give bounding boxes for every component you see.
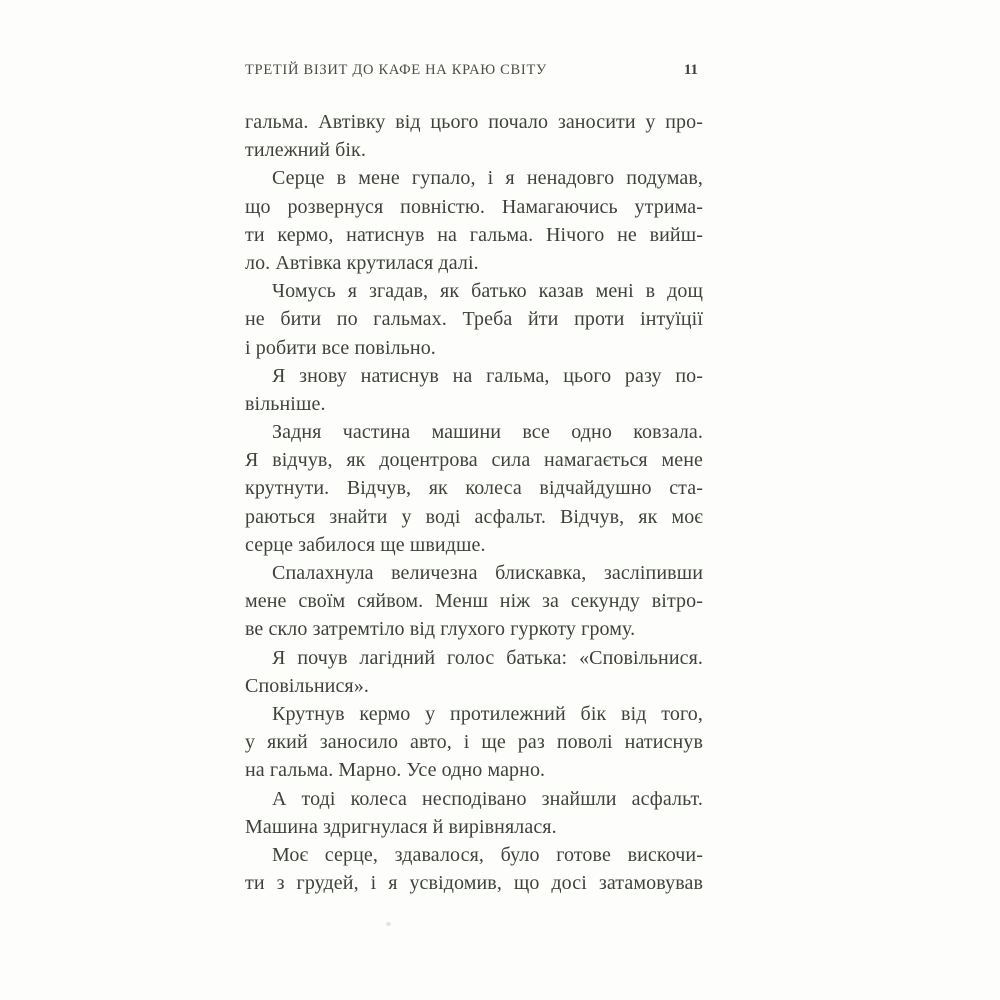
text-line: Сповільнися». [245,674,369,697]
scan-speck [386,922,391,926]
text-line: у який заносило авто, і ще раз поволі натиснув [245,731,703,754]
text-line: ло. Автівка крутилася далі. [245,251,479,274]
text-line: гальма. Автівку від цього почало заносити у про- [245,111,703,133]
text-line: Задня частина машини все одно ковзала. [272,421,703,444]
body-text [245,108,703,897]
text-line: Я відчув, як доцентрова сила намагається мене [245,449,703,472]
text-line: Я почув лагідний голос батька: «Сповільнися. [272,646,703,669]
text-line: Моє серце, здавалося, було готове вискочи- [272,843,703,866]
text-line: Серце в мене гупало, і я ненадовго подумав, [272,167,703,190]
text-line: Крутнув кермо у протилежний бік від того, [272,702,703,725]
text-line: ти з грудей, і я усвідомив, що досі затамовував [245,872,703,895]
text-line: тилежний бік. [245,139,366,162]
page-header [245,62,703,79]
text-line: Спалахнула величезна блискавка, засліпивши [272,562,703,584]
text-line: ти кермо, натиснув на гальма. Нічого не вийш- [245,223,703,246]
text-line: Машина здригнулася й вирівнялася. [245,815,557,838]
text-line: А тоді колеса несподівано знайшли асфальт. [272,787,703,810]
text-line: раються знайти у воді асфальт. Відчув, як моє [245,505,703,528]
text-line: вільніше. [245,392,326,415]
text-line: Я знову натиснув на гальма, цього разу по- [272,364,703,387]
text-line: мене своїм сяйвом. Менш ніж за секунду вітро- [245,590,703,613]
text-line: ве скло затремтіло від глухого гуркоту грому. [245,618,636,641]
text-line: і робити все повільно. [245,336,436,359]
text-line: на гальма. Марно. Усе одно марно. [245,759,546,782]
text-line: серце забилося ще швидше. [245,533,486,556]
text-line: не бити по гальмах. Треба йти проти інтуїції [245,308,703,331]
text-line: що розвернуся повністю. Намагаючись утрима- [245,195,703,218]
page-number: 11 [683,62,698,78]
text-line: Чомусь я згадав, як батько казав мені в дощ [272,280,703,303]
running-title: ТРЕТІЙ ВІЗИТ ДО КАФЕ НА КРАЮ СВІТУ [245,62,547,78]
text-line: крутнути. Відчув, як колеса відчайдушно ста- [245,477,703,500]
